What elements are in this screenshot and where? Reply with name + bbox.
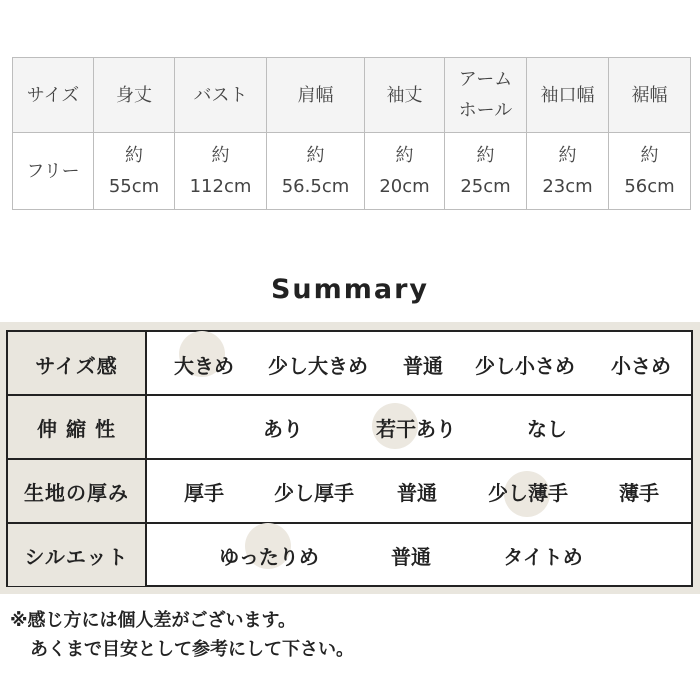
- summary-row-stretch: [8, 394, 691, 458]
- size-table-header-row: [13, 58, 691, 133]
- summary-option: 厚手: [184, 480, 224, 505]
- summary-option: 少し小さめ: [475, 353, 575, 378]
- header-size: サイズ: [13, 58, 94, 133]
- cell-shoulder: 約 56.5cm: [267, 133, 365, 210]
- summary-option: 薄手: [619, 480, 659, 505]
- summary-label: 生地の厚み: [8, 460, 147, 522]
- header-length: 身丈: [94, 58, 175, 133]
- summary-table: [6, 330, 693, 587]
- disclaimer-note: [10, 606, 690, 664]
- header-bust: バスト: [175, 58, 267, 133]
- cell-hem-width: 約 56cm: [609, 133, 691, 210]
- summary-title: Summary: [270, 274, 430, 305]
- header-sleeve-length: 袖丈: [365, 58, 445, 133]
- summary-option: 少し薄手: [488, 480, 568, 505]
- summary-label: サイズ感: [8, 332, 147, 396]
- cell-armhole: 約 25cm: [445, 133, 527, 210]
- summary-option: あり: [263, 416, 303, 441]
- note-line-1: ※感じ方には個人差がございます。: [10, 610, 297, 631]
- cell-bust: 約 112cm: [175, 133, 267, 210]
- summary-option: 若干あり: [376, 416, 456, 441]
- summary-option: ゆったりめ: [219, 544, 319, 569]
- header-shoulder: 肩幅: [267, 58, 365, 133]
- summary-option: なし: [527, 416, 567, 441]
- summary-option: 普通: [397, 480, 437, 505]
- cell-size-free: フリー: [13, 133, 94, 210]
- size-table-row: [13, 133, 691, 210]
- summary-option: 少し大きめ: [268, 353, 368, 378]
- header-hem-width: 裾幅: [609, 58, 691, 133]
- cell-cuff-width: 約 23cm: [527, 133, 609, 210]
- summary-row-size-feel: [8, 332, 691, 396]
- header-armhole: アーム ホール: [445, 58, 527, 133]
- summary-option: 少し厚手: [274, 480, 354, 505]
- cell-sleeve-length: 約 20cm: [365, 133, 445, 210]
- summary-option: 小さめ: [611, 353, 671, 378]
- summary-option: 普通: [403, 353, 443, 378]
- summary-label: 伸 縮 性: [8, 396, 147, 458]
- summary-label: シルエット: [8, 524, 147, 586]
- cell-length: 約 55cm: [94, 133, 175, 210]
- summary-option: 普通: [391, 544, 431, 569]
- summary-option: 大きめ: [174, 353, 234, 378]
- summary-row-thickness: [8, 458, 691, 522]
- summary-option: タイトめ: [503, 544, 583, 569]
- header-cuff-width: 袖口幅: [527, 58, 609, 133]
- summary-row-silhouette: [8, 522, 691, 586]
- note-line-2: あくまで目安として参考にして下さい。: [30, 639, 354, 660]
- size-table: [12, 57, 691, 210]
